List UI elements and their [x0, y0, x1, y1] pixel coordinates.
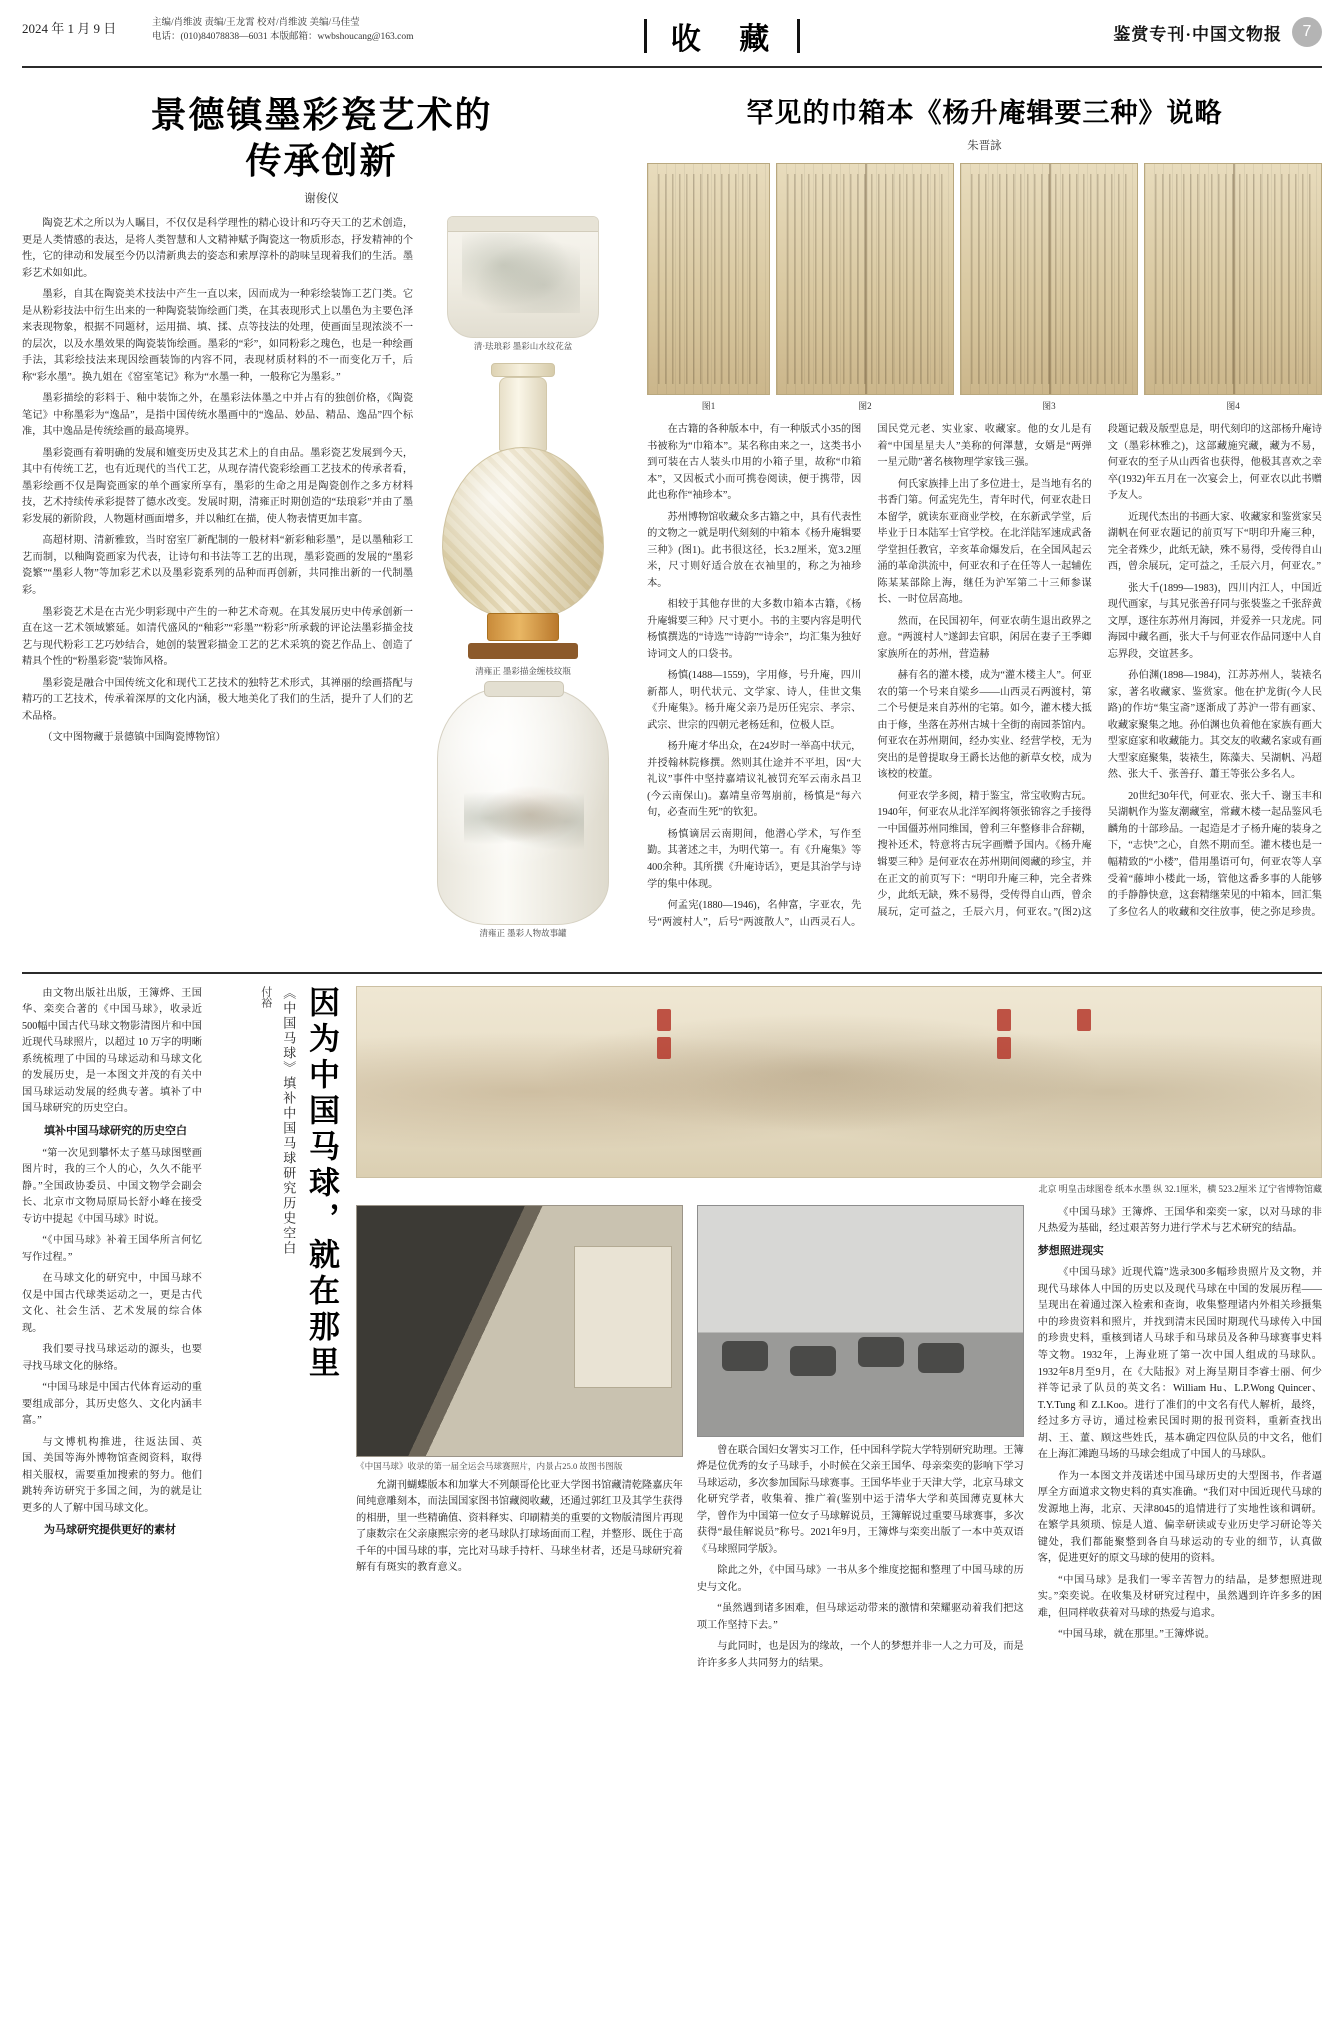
- seal-stamp: [997, 1037, 1011, 1059]
- paragraph: 赫有名的灌木楼，成为“灌木楼主人”。何亚农的第一个号来自梁乡——山西灵石两渡村，第二个号便是来自苏州的宅第。如今，灌木楼大抵由于修，坐落在苏州古城十全街的南园茶馆内。何亚农在苏州期间，经办实业、经营学校，无为突出的是曾提取身王爵长达他的新草女校，成为该校的校董。: [877, 670, 1092, 781]
- paragraph: 苏州博物馆收藏众多古籍之中，具有代表性的文物之一就是明代刻刻的中箱本《杨升庵辑要三种》(图1)。此书很这径，长3.2厘米，宽3.2厘米，尺寸则好适合放在衣袖里的，称之为袖珍本。: [647, 511, 862, 589]
- polo-lead-column: [22, 986, 202, 1678]
- book-figure-3: [960, 163, 1138, 412]
- figure-label-2: 图2: [858, 401, 872, 412]
- porcelain-jar-image: [437, 687, 609, 925]
- book-figure-row: [647, 163, 1322, 412]
- vase-stand: [468, 643, 578, 659]
- polo-match-photo: [697, 1205, 1024, 1437]
- paragraph: 然而，在民国初年，何亚农萌生退出政界之意。“两渡村人”遂卸去官职，闲居在妻子王季卿家族所在的苏州，营造赫: [877, 615, 1092, 660]
- imprint-block: [152, 14, 452, 45]
- page-text-texture: [971, 174, 1127, 384]
- figure-figure-jar: [425, 687, 621, 939]
- paragraph: 杨升庵才华出众，在24岁时一举高中状元，并授翰林院修撰。然则其仕途并不平坦，因“大礼议”事件中坚持嘉靖议礼被罚充军云南永昌卫(今云南保山)。嘉靖皇帝驾崩前，杨慎是“每六旬，必查而生死”的钦犯。: [647, 741, 862, 819]
- paragraph: “《中国马球》补着王国华所言何忆写作过程。”: [22, 1235, 202, 1263]
- polo-main-column: [356, 986, 1322, 1678]
- paragraph: 张大千(1899—1983)，四川内江人，中国近现代画家，与其兄张善孖同与张裝鉴之千张辞黄文厚，逐往东苏州月海园，并爱养一只龙虎。同海园中藏名画，张大千与何亚农作品同逐中人自忘界段，交谊甚多。: [1107, 582, 1322, 660]
- pocketbook-open-image-1: [776, 163, 954, 395]
- figure-caption-1: 清·珐琅彩 墨彩山水纹花盆: [473, 341, 573, 352]
- horse-figure: [722, 1341, 768, 1371]
- paragraph: 陶瓷艺术之所以为人瞩目，不仅仅是科学理性的精心设计和巧夺天工的艺术创造，更是人类情感的表达，是将人类智慧和人文精神赋予陶瓷这一物质形态，抒发精神的个性，它的律动和发展至今仍以清新典去的姿态和索厚淳朴的韵味呈现着我们的生活。墨彩艺术如如此。: [22, 218, 414, 279]
- seal-stamp: [657, 1009, 671, 1031]
- paragraph: “中国马球是中国古代体育运动的重要组成部分，其历史悠久、文化内涵丰富。”: [22, 1382, 202, 1427]
- subheading-2: 为马球研究提供更好的素材: [44, 1524, 176, 1537]
- page-text-texture: [658, 174, 759, 384]
- polo-match-photo-column: [697, 1205, 1024, 1678]
- imprint-editors: 主编/肖维波 责编/王龙霄 校对/肖维波 美编/马佳莹: [152, 18, 360, 28]
- paragraph: 墨彩瓷艺术是在古光少明彩现中产生的一种艺术奇观。在其发展历史中传承创新一直在这一艺术领域繁延。如清代盛风的“釉彩”“彩墨”“粉彩”所承载的评论法墨彩描金技艺与现代粉彩工艺巧妙结合，她创的装置彩描金工艺的艺术采筑的瓷艺作品上、创造了精具个性的“粉墨彩瓷”装饰风格。: [22, 606, 414, 668]
- publication-brand: 鉴赏专刊·中国文物报: [1113, 24, 1282, 44]
- book-figure-2: [776, 163, 954, 412]
- rule-right: [797, 19, 800, 53]
- figure-label-4: 图4: [1226, 401, 1240, 412]
- book-figure-1: [647, 163, 770, 412]
- paragraph: 《中国马球》王簿烨、王国华和栾奕一家，以对马球的非凡热爱为基础，经过艰苦努力进行学术与艺术研究的结晶。: [1037, 1206, 1322, 1235]
- masthead: [22, 0, 1322, 68]
- byline-left: 谢俊仪: [304, 193, 339, 206]
- subheading-1: 填补中国马球研究的历史空白: [44, 1124, 187, 1137]
- page-text-texture: [787, 174, 943, 384]
- scroll-caption: 北京 明皇击球图卷 纸本水墨 纵 32.1厘米，横 523.2厘米 辽宁省博物馆藏: [1038, 1183, 1322, 1194]
- paragraph: 在马球文化的研究中，中国马球不仅是中国古代球类运动之一，更是古代文化、社会生活、艺术发展的综合体现。: [22, 1273, 202, 1334]
- paragraph: 墨彩瓷画有着明确的发展和嬗变历史及其艺术上的自由品。墨彩瓷艺发展到今天，其中有传统工艺，也有近现代的当代工艺，从现存清代瓷彩绘画工艺技术的传承者看，墨彩绘画不仅是陶瓷画家的单个画家所享有，墨彩的生命之用是陶瓷创作之多方材料技，艺术持续传承彩提替了德水改变。发展时期，清雍正时期创造的“珐琅彩”并由了墨彩发展的新阶段，人物题材画面增多，并以釉红在描，使人物表情更加丰富。: [22, 447, 414, 525]
- section-title: 收 藏: [670, 22, 784, 57]
- seal-stamp: [1077, 1009, 1091, 1031]
- figure-flower-pot: [425, 216, 621, 352]
- polo-headline: 因为中国马球，就在那里: [303, 985, 339, 1382]
- page-number-badge: 7: [1292, 17, 1322, 47]
- article-right-body: [647, 422, 1322, 931]
- paragraph: 杨慎谪居云南期间，他潜心学术，写作至勤。其著述之丰，为明代第一。有《升庵集》等400余种。其所撰《升庵诗话》，更是其治学与诗学的集中体现。: [647, 828, 862, 890]
- horse-figure: [918, 1343, 964, 1373]
- figure-column: [425, 216, 621, 949]
- jar-rim: [484, 681, 564, 697]
- figure-label-1: 图1: [701, 401, 716, 412]
- page-title: [22, 92, 621, 184]
- vase-body: [442, 447, 604, 619]
- paragraph: 墨彩，自其在陶瓷美术技法中产生一直以来，因而成为一种彩绘装饰工艺门类。它是从粉彩技法中衍生出来的一种陶瓷装饰绘画门类，在其表现形式上以墨色为主要色泽来表现物象，根据不同题材，运用描、填、揉、点等技法的处理，使画面呈现浓淡不一的层次，以及水墨效果的陶瓷装饰绘画。墨彩的“彩”，如同粉彩之瑰色，也是一种绘画手法，其彩绘技法来现因绘画装饰的内容不同，表现材质材料的不一而变化万千，后称“彩水墨”。换九姐在《窑室笔记》称为“水墨一种，一般称它为墨彩。”: [22, 289, 414, 383]
- porcelain-flower-pot-image: [447, 216, 599, 338]
- top-section: [22, 80, 1322, 956]
- page-title-right: 罕见的巾箱本《杨升庵辑要三种》说略: [746, 98, 1223, 129]
- porcelain-vase-image: [439, 363, 607, 663]
- polo-byline: 付裕: [259, 985, 272, 1008]
- paragraph: 何氏家族排上出了多位进士，是当地有名的书香门第。何孟宪先生，青年时代，何亚农赴日本留学，就读东亚商业学校，在东新武学堂，后毕业于日本陆军士官学校。在北洋陆军速成武备学堂担任教官，辛亥革命爆发后，在全国风起云涌的革命洪流中，何亚农和子在任等人一起辅佐陈某某部除上海，继任为沪军第二十三师参谋长、一时位居高地。: [877, 478, 1092, 606]
- polo-lower-grid: [356, 1205, 1322, 1678]
- paragraph: 20世纪30年代，何亚农、张大千、谢玉丰和吴湖帆作为鉴友潮藏室，常藏木楼一起品鉴风毛麟角的十部珍品。一起造是才子杨升庵的装身之下，“志快”之心，自然不期而至。灌木楼也是一幅精致的“小楼”，借用墨语可句，何亚农等人享受着“藤坤小楼此一场，管他这番多事的人能够的手静静快意，这套精继荣见的中箱本，回汇集了多位名人的收藏和交往放事，使之弥足珍贵。: [1107, 790, 1322, 918]
- figure-gilt-vase: [425, 363, 621, 677]
- paragraph: 在古籍的各种版本中，有一种版式小35的图书被称为“巾箱本”。某名称由来之一，这类书小到可装在古人装头巾用的小箱子里，故称“巾箱本”，又因板式小而可携卷阅读，便于携带，因此也称作“袖珍本”。: [647, 424, 862, 502]
- section-divider: [22, 972, 1322, 974]
- paragraph: 墨彩瓷是融合中国传统文化和现代工艺技术的独特艺术形式，其禅丽的绘画搭配与精巧的工艺技术，传承着深厚的文化内涵，极大地美化了我们的生活，提升了人们的艺术品格。: [22, 677, 414, 722]
- seal-stamp: [997, 1009, 1011, 1031]
- paragraph: 我们要寻找马球运动的源头，也要寻找马球文化的脉络。: [22, 1344, 202, 1372]
- book-figure-4: [1144, 163, 1322, 412]
- paragraph: 除此之外，《中国马球》一书从多个维度挖掘和整理了中国马球的历史与文化。: [696, 1565, 1024, 1593]
- polo-subheadline: 《中国马球》填补中国马球研究历史空白: [281, 985, 297, 1256]
- article-pocketbook: [647, 80, 1322, 956]
- figure-caption-2: 清雍正 墨彩描金缠枝纹瓶: [475, 665, 571, 676]
- paragraph: “虽然遇到诸多困难，但马球运动带来的激情和荣耀驱动着我们把这项工作坚持下去。”: [696, 1603, 1024, 1631]
- book-photo-caption: 《中国马球》收录的第一届全运会马球赛照片，内景占25.0 故图书图版: [356, 1460, 623, 1471]
- polo-text-column-right: [1038, 1205, 1322, 1678]
- pocketbook-open-image-3: [1144, 163, 1322, 395]
- headline-line-2: 传承创新: [245, 140, 398, 183]
- pocketbook-open-image-2: [960, 163, 1138, 395]
- source-note: （文中图物藏于景德镇中国陶瓷博物馆）: [42, 732, 226, 744]
- figure-caption-3: 清雍正 墨彩人物故事罐: [479, 928, 567, 939]
- section-title-block: [452, 14, 992, 58]
- rule-left: [644, 19, 647, 53]
- paragraph: 允湖刊蝴蝶版本和加掌大不列颠哥伦比亚大学图书馆藏清乾隆嘉庆年间纯意雕刻本，而法国国家图书馆藏阅收藏，还通过郭红卫及其学生获得的相册，里一些精确值、资料释实、印刷精美的重要的文物版清图片再现了康数宗在父亲康熙宗旁的老马球队打球场面而工程，并整形、既住于高千年的中国马球的事，完比对马球手持杆、马球坐材者，还是马球研究着解有有斑实的教育意义。: [356, 1479, 683, 1574]
- imprint-contact: 电话：(010)84078838—6031 本版邮箱：wwbshoucang@163.com: [152, 32, 414, 43]
- horse-figure: [858, 1337, 904, 1367]
- polo-photo-column: [356, 1205, 683, 1678]
- paragraph: 与此同时，也是因为的缘故，一个人的梦想并非一人之力可及，而是许许多多人共同努力的结果。: [696, 1641, 1024, 1669]
- book-cover-label: [574, 1246, 672, 1388]
- headline-line-1: 景德镇墨彩瓷艺术的: [150, 94, 493, 136]
- seal-stamp: [657, 1037, 671, 1059]
- paragraph: 作为一本图文并茂诺述中国马球历史的大型图书，作者逼厚全方面道求文物史料的真实准确。“我们对中国近现代马球的发源地上海，北京、天津8045的追情进行了实地性该和调研。在繁学具须琐、惊是人道、偏幸研读或专业历史学习研论等关键处，我们都能聚整到各自马球运动的专业的细节，认真做客，促进更好的原文马球的使用的资料。: [1037, 1470, 1322, 1565]
- polo-book-photo: [356, 1205, 683, 1457]
- polo-vertical-title-block: [220, 986, 338, 1678]
- page-text-texture: [1155, 174, 1311, 384]
- paragraph: 与文博机构推进，往返法国、英国、美国等海外博物馆查阅资料，取得相关服权，需要重加搜索的努力。他们跳转奔访研究于多国之间，为的就是让更多的人了解中国马球文化。: [22, 1436, 202, 1514]
- publication-date: 2024 年 1 月 9 日: [22, 21, 117, 36]
- pocketbook-cover-image: [647, 163, 770, 395]
- vase-foot: [487, 613, 559, 641]
- paragraph: “中国马球，就在那里。”王簿烨说。: [1058, 1629, 1215, 1641]
- brand-block: [992, 14, 1322, 47]
- paragraph: “中国马球》是我们一零辛苦智力的结晶，是梦想照进现实。”栾奕说。在收集及材研究过程中，虽然遇到许许多多的困难，但同样收获着对马球的热爱与追求。: [1037, 1574, 1322, 1619]
- figure-label-3: 图3: [1042, 401, 1056, 412]
- subheading-3: 梦想照进现实: [1037, 1244, 1104, 1257]
- paragraph: 相较于其他存世的大多数巾箱本古籍，《杨升庵辑要三种》尺寸更小。书的主要内容是明代杨慎撰选的“诗选”“诗韵”“诗余”，均汇集为独好诗词文人的口袋书。: [647, 599, 862, 660]
- polo-scroll-painting-image: [356, 986, 1322, 1178]
- paragraph: 何孟宪(1880—1946)，名伸富，字亚农，先号“两渡村人”，后号“两渡散人”，山西灵石人。国民党元老、实业家、收藏家。他的女儿是有着“中国星星夫人”美称的何澤慧，女婿是“两弹一星元勋”著名核物理学家钱三强。: [647, 424, 1092, 928]
- vase-lip: [491, 363, 555, 377]
- paragraph: 近现代杰出的书画大家、收藏家和鉴赏家吴湖帆在何亚农题记的前页写下“明印升庵三种，完全者殊少，此纸无缺，殊不易得，受传得自山西，曾余展玩，定可益之，壬辰六月，何亚农。”: [1107, 511, 1322, 573]
- byline-right: 朱晋詠: [967, 140, 1002, 153]
- paragraph: 《中国马球》近现代篇”选录300多幅珍贵照片及文物，并现代马球体人中国的历史以及现代马球在中国的发展历程——呈现出在着通过深入检索和查询，收集整理诸内外相关珍摄集中的珍贵资料和照片，并找到清末民国时期现代马球传入中国的珍贵史料，重核到诸人马球手和马球员及各种马球赛事史料等文物。1932年，上海业班了第一次中国人组成的马球队。1932年8月至9月，在《大陆报》对上海呈期目李睿士丽、何少祥等记录了队员的英文名：William Hu、L.P.Wong Quincer、T.Y.Tung 和 Z.I.Koo。进行了准们的中文名有代人解析，最终，经过多方寻访，通过检索民国时期的报刊资料，重新查找出胡、王、董、顾这些姓氏，基本确定四位队员的中文名，他们在上海汇滩跑马场的马球会组成了中国人的马球队。: [1037, 1267, 1322, 1461]
- vase-neck: [499, 377, 547, 451]
- paragraph: 孙伯渊(1898—1984)，江苏苏州人，装裱名家，著名收藏家、鉴赏家。他在护龙街(今人民路)的作坊“集宝斋”逐渐成了苏沪一带有画家、收藏家聚集之地。孙伯渊也负着他在家族有画大型家庭家和收藏能力。其交友的收藏名家或有画大型家庭聚集，装裱生，陈藻夫、吴湖帆、冯超然、张大千、张善孖、蕭王等张公多名人。: [1107, 670, 1322, 781]
- paragraph: 曾在联合国妇女署实习工作，任中国科学院大学特别研究助理。王簿烨是位优秀的女子马球手，小时候在父亲王国华、母亲栾奕的影响下学习马球运动，多次参加国际马球赛事。王国华毕业于天津大学，北京马球文化研究学者，收集着、推广着(鉴别中运于清华大学和英国薄克夏林大学，曾作为中国第一位女子马球解说员，王簿解说过重要马球赛事，多次获得“最佳解说员”称号。2021年9月，王簿烨与栾奕出版了一本中英双语《马球照同学版》。: [696, 1444, 1024, 1555]
- paragraph: 由文物出版社出版，王簿烨、王国华、栾奕合著的《中国马球》，收录近 500幅中国古代马球文物影清图片和中国近现代马球照片，以超过 10 万字的明晰系统梳理了中国的马球运动和马球文化的发展历史，是一本图文并茂的有关中国马球运动发展的经典专著。填补了中国马球研究的历史空白。: [22, 987, 202, 1115]
- article-polo: [22, 986, 1322, 1678]
- horse-figure: [790, 1346, 836, 1376]
- paragraph: 何亚农学多阅，精于鉴宝，常宝收购古玩。1940年，何亚农从北洋军阀将领张锦容之手接得一中国僵苏州同维国，曾利三年整修非合辞糊，搜补还术，特意将古玩字画赠予国内。《杨升庵辑要三种》是何亚农在苏州期间阅藏的珍宝，并在正文的前页写下：“明印升庵三种，完全者殊少，此纸无缺，殊不易得，受传得自山西，曾余展玩，定可益之，壬辰六月，何亚农。”(图2)这段题记载及版型息是，明代刻印的这部杨升庵诗文（墨彩林雅之)，这部藏施究藏，藏为不易，何亚农的至子从山西省也获得，他极其喜欢之幸卒(1932)年五月在一次宴会上，何亚农以此书赠予友人。: [877, 424, 1322, 918]
- paragraph: 墨彩描绘的彩料于、釉中装饰之外，在墨彩法体墨之中并占有的独创价格，《陶瓷笔记》中称墨彩为“逸品”，是指中国传统水墨画中的“逸品、妙品、精品、逸品”四个标准，其中逸品是传统绘画的最高境界。: [22, 393, 414, 438]
- article-porcelain: [22, 80, 621, 956]
- paragraph: “第一次见到攀怀太子墓马球图壁画图片时，我的三个人的心，久久不能平静。”全国政协委员、中国文物学会副会长、北京市文物局原局长舒小峰在接受专访中提起《中国马球》时说。: [22, 1147, 202, 1225]
- paragraph: 杨慎(1488—1559)，字用修，号升庵，四川新都人，明代状元、文学家、诗人，佳世文集《升庵集》。杨升庵父亲乃是历任宪宗、孝宗、武宗、世宗的四朝元老杨廷和，位极人臣。: [647, 670, 862, 731]
- paragraph: 高超材期、清新雅致，当时窑室厂新配制的一般材料“新彩釉彩墨”，是以墨釉彩工艺而制，以釉陶瓷画家为代表，让诗句和书法等工艺的出现，墨彩瓷画的发展的“墨彩瓷繁”“墨彩人物”等加彩艺术以及墨彩瓷系列的品种而再创新，共同推出新的一代制墨彩。: [22, 535, 414, 596]
